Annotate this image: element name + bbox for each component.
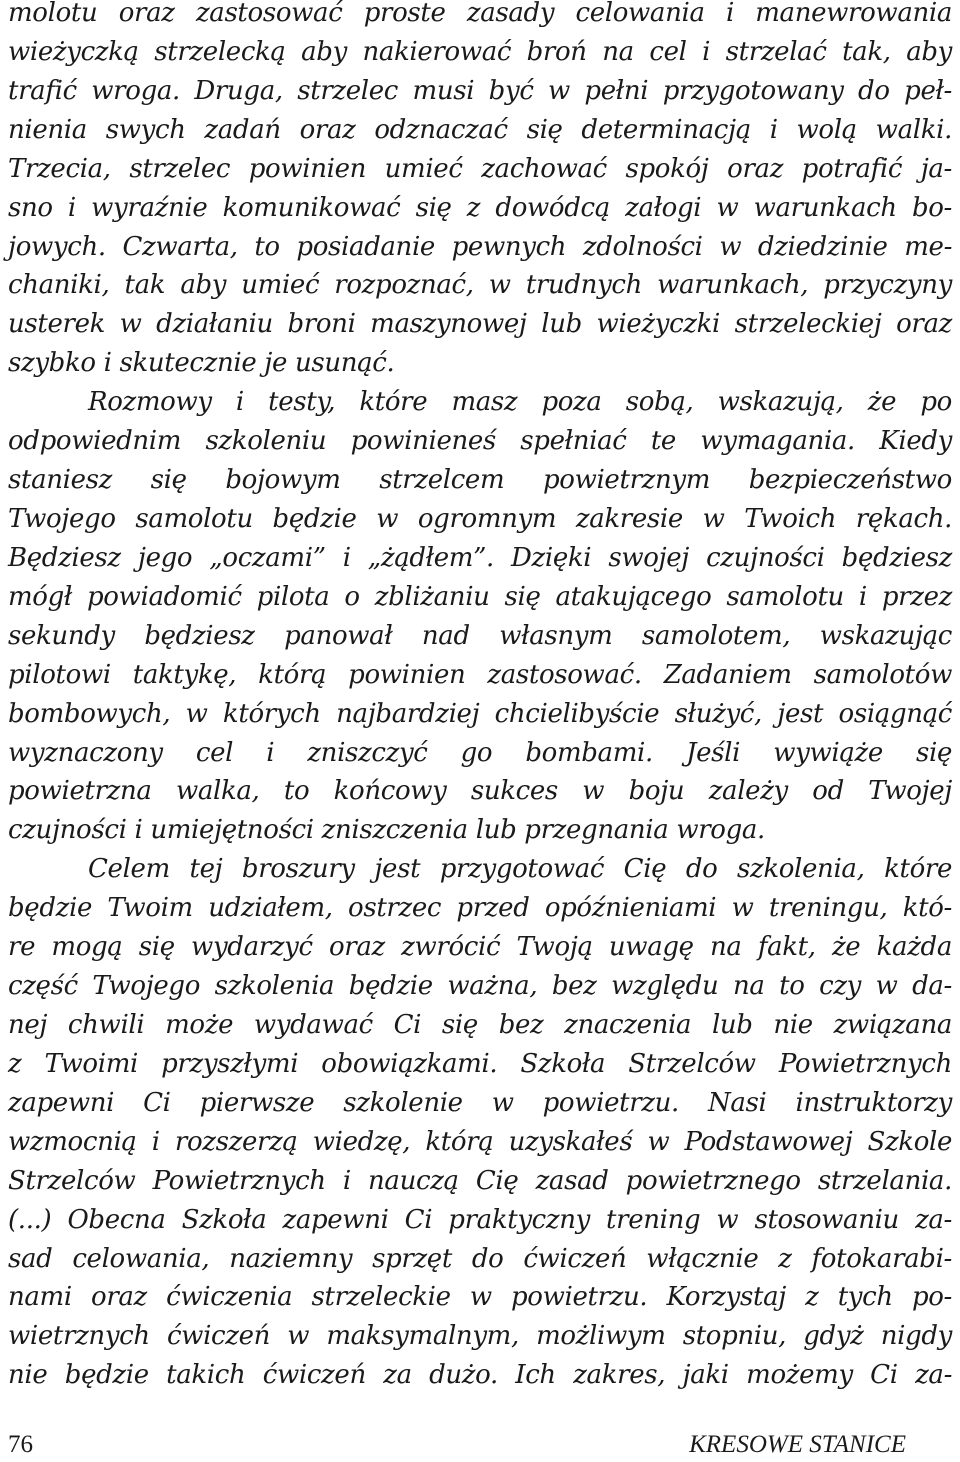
text-line: chaniki, tak aby umieć rozpoznać, w trudnych warunkach, przyczyny <box>8 270 952 301</box>
running-title: KRESOWE STANICE <box>689 1431 906 1458</box>
page-footer <box>8 1428 906 1462</box>
text-line: Strzelców Powietrznych i nauczą Cię zasad powietrznego strzelania. <box>8 1165 952 1196</box>
page-number: 76 <box>8 1431 33 1458</box>
text-line: odpowiednim szkoleniu powinieneś spełniać te wymagania. Kiedy <box>8 426 952 457</box>
text-line: zapewni Ci pierwsze szkolenie w powietrzu. Nasi instruktorzy <box>8 1087 952 1118</box>
text-line: wyznaczony cel i zniszczyć go bombami. Jeśli wywiąże się <box>8 737 952 768</box>
text-line: Trzecia, strzelec powinien umieć zachować spokój oraz potrafić ja- <box>8 153 952 184</box>
body-text <box>8 0 952 1395</box>
text-line: Twojego samolotu będzie w ogromnym zakresie w Twoich rękach. <box>8 503 952 534</box>
text-line: molotu oraz zastosować proste zasady celowania i manewrowania <box>8 0 952 28</box>
text-line: nienia swych zadań oraz odznaczać się determinacją i wolą walki. <box>8 114 952 145</box>
text-line: usterek w działaniu broni maszynowej lub wieżyczki strzeleckiej oraz <box>8 309 952 340</box>
text-line: re mogą się wydarzyć oraz zwrócić Twoją uwagę na fakt, że każda <box>8 932 952 963</box>
text-line: Celem tej broszury jest przygotować Cię do szkolenia, które <box>88 854 952 885</box>
text-line: część Twojego szkolenia będzie ważna, bez względu na to czy w da- <box>8 971 952 1002</box>
text-line: sad celowania, naziemny sprzęt do ćwiczeń włącznie z fotokarabi- <box>8 1243 952 1274</box>
text-line: pilotowi taktykę, którą powinien zastosować. Zadaniem samolotów <box>8 659 952 690</box>
text-line: (...) Obecna Szkoła zapewni Ci praktyczny trening w stosowaniu za- <box>8 1204 952 1235</box>
text-line: trafić wroga. Druga, strzelec musi być w pełni przygotowany do peł- <box>8 75 952 106</box>
text-line: Rozmowy i testy, które masz poza sobą, wskazują, że po <box>88 387 952 418</box>
text-line: wzmocnią i rozszerzą wiedzę, którą uzyskałeś w Podstawowej Szkole <box>8 1126 952 1157</box>
text-line: sno i wyraźnie komunikować się z dowódcą załogi w warunkach bo- <box>8 192 952 223</box>
text-line: będzie Twoim udziałem, ostrzec przed opóźnieniami w treningu, któ- <box>8 893 952 924</box>
text-line: staniesz się bojowym strzelcem powietrznym bezpieczeństwo <box>8 465 952 496</box>
text-line: nie będzie takich ćwiczeń za dużo. Ich zakres, jaki możemy Ci za- <box>8 1360 952 1391</box>
text-line: sekundy będziesz panował nad własnym samolotem, wskazując <box>8 620 952 651</box>
text-line: nami oraz ćwiczenia strzeleckie w powietrzu. Korzystaj z tych po- <box>8 1282 952 1313</box>
text-line: mógł powiadomić pilota o zbliżaniu się atakującego samolotu i przez <box>8 581 952 612</box>
text-line: bombowych, w których najbardziej chcielibyście służyć, jest osiągnąć <box>8 698 952 729</box>
text-line: czujności i umiejętności zniszczenia lub przegnania wroga. <box>8 815 765 846</box>
text-line: nej chwili może wydawać Ci się bez znaczenia lub nie związana <box>8 1009 952 1040</box>
text-line: powietrzna walka, to końcowy sukces w boju zależy od Twojej <box>8 776 952 807</box>
text-line: Będziesz jego „oczami” i „żądłem”. Dzięki swojej czujności będziesz <box>8 542 952 573</box>
text-line: wieżyczką strzelecką aby nakierować broń na cel i strzelać tak, aby <box>8 36 952 67</box>
text-line: wietrznych ćwiczeń w maksymalnym, możliwym stopniu, gdyż nigdy <box>8 1321 952 1352</box>
text-line: jowych. Czwarta, to posiadanie pewnych zdolności w dziedzinie me- <box>8 231 952 262</box>
text-line: z Twoimi przyszłymi obowiązkami. Szkoła Strzelców Powietrznych <box>8 1048 952 1079</box>
text-line: szybko i skutecznie je usunąć. <box>8 348 395 379</box>
